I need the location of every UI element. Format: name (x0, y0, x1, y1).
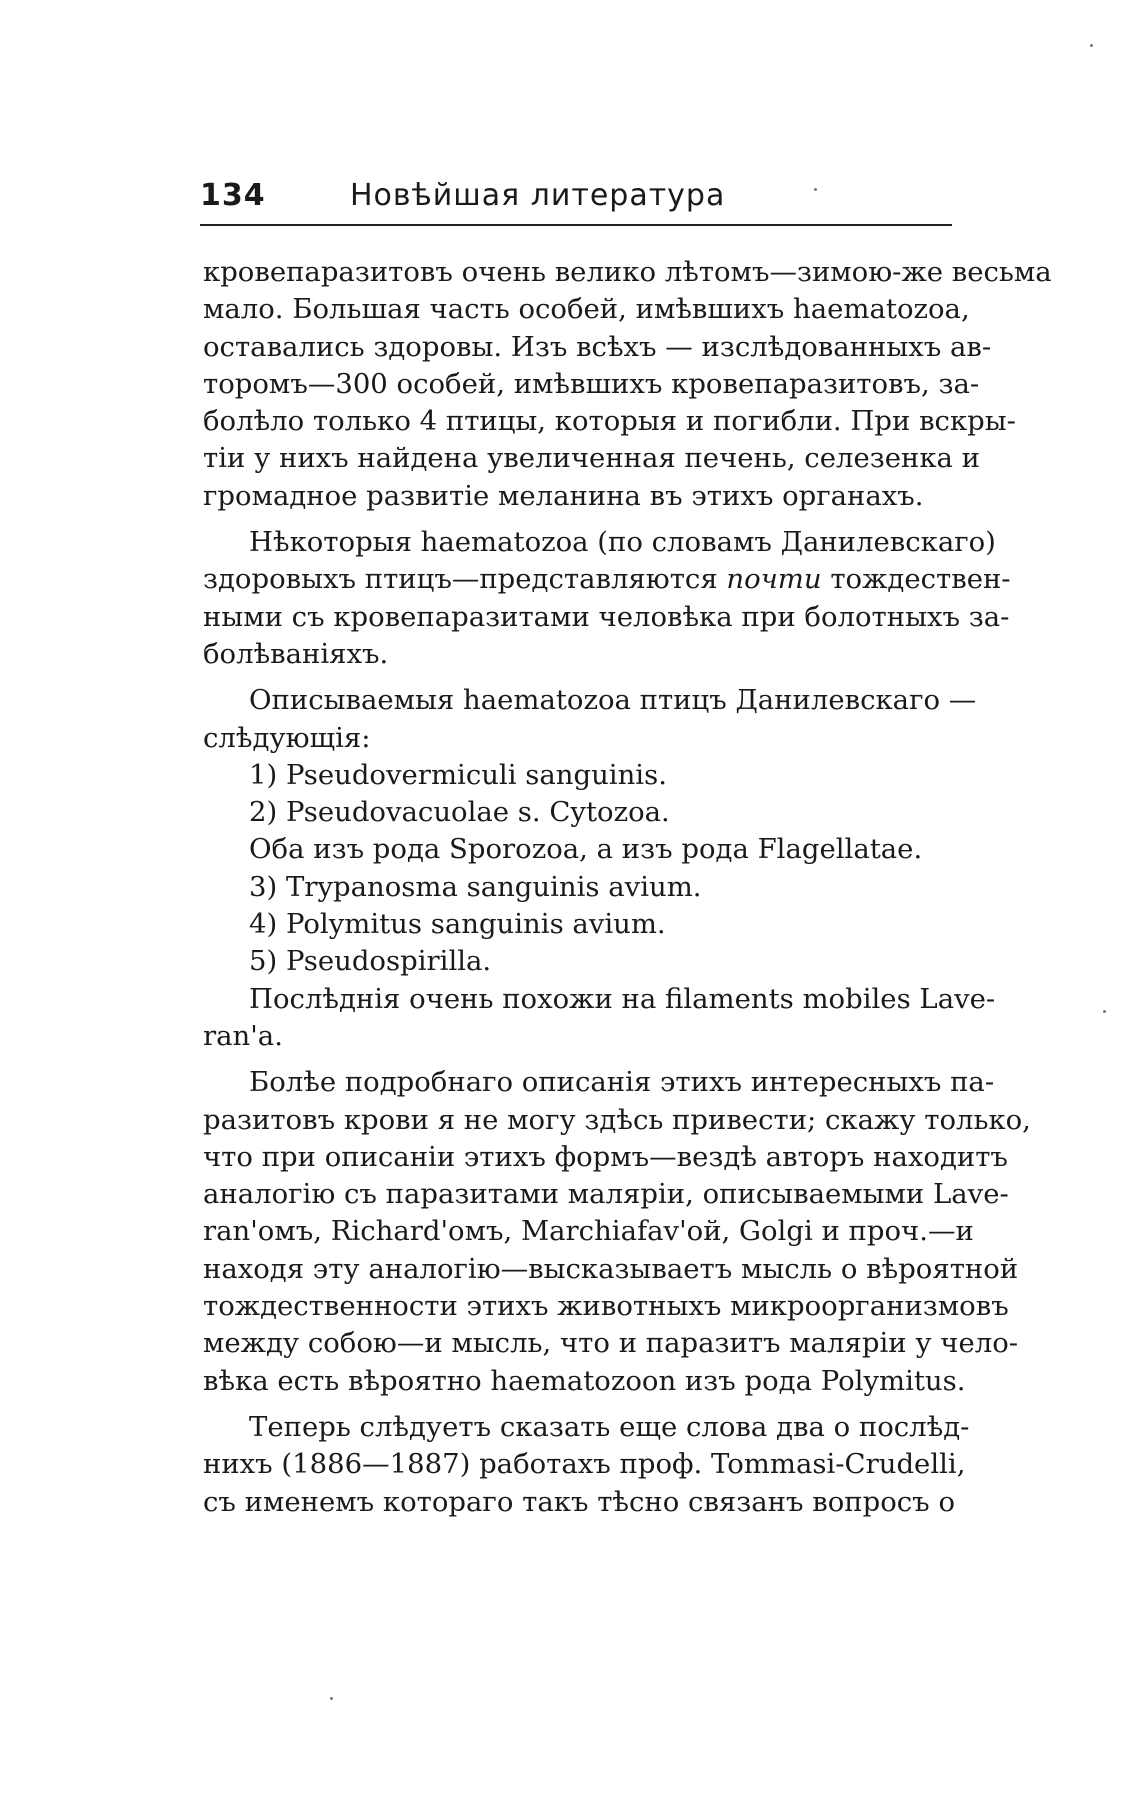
text-line: тіи у нихъ найдена увеличенная печень, селезенка и (203, 442, 980, 475)
text-line: между собою—и мысль, что и паразитъ маляріи у чело- (203, 1327, 1019, 1360)
paragraph-3 (203, 682, 977, 757)
text-line: ными съ кровепаразитами человѣка при болотныхъ за- (203, 600, 1010, 633)
text-line: торомъ—300 особей, имѣвшихъ кровепаразитовъ, за- (203, 367, 980, 400)
list-item: 1) Pseudovermiculi sanguinis. (249, 758, 667, 791)
scan-speck (1103, 1010, 1106, 1013)
paragraph-5 (203, 1409, 970, 1521)
text-line: слѣдующія: (203, 721, 371, 754)
scan-speck (330, 1697, 333, 1700)
species-list (203, 757, 996, 1055)
text-line: что при описаніи этихъ формъ—вездѣ авторъ находитъ (203, 1140, 1008, 1173)
text-line-with-italic (203, 561, 1011, 598)
page-number: 134 (200, 178, 266, 213)
scan-speck (814, 188, 817, 191)
italic-word: почти (726, 563, 822, 596)
text-line: Нѣкоторыя haematozoa (по словамъ Данилевскаго) (249, 526, 996, 559)
paragraph-4 (203, 1064, 1031, 1400)
text-line: ran'a. (203, 1019, 283, 1052)
text-line: болѣло только 4 птицы, которыя и погибли. При вскры- (203, 405, 1016, 438)
text-line: болѣваніяхъ. (203, 637, 389, 670)
text-line: громадное развитіе меланина въ этихъ органахъ. (203, 479, 924, 512)
list-item: 4) Polymitus sanguinis avium. (249, 908, 666, 941)
running-title: Новѣйшая литература (350, 178, 726, 213)
list-item: 2) Pseudovacuolae s. Cytozoa. (249, 796, 670, 829)
text-line: Описываемыя haematozoa птицъ Данилевскаго — (249, 684, 977, 717)
text-line: оставались здоровы. Изъ всѣхъ — изслѣдованныхъ ав- (203, 330, 992, 363)
text-line: Теперь слѣдуетъ сказать еще слова два о послѣд- (249, 1410, 970, 1443)
list-note: Послѣднія очень похожи на filaments mobiles Lave- (249, 982, 996, 1015)
list-item: 3) Trypanosma sanguinis avium. (249, 870, 702, 903)
list-item: 5) Pseudospirilla. (249, 945, 492, 978)
text-line: кровепаразитовъ очень велико лѣтомъ—зимою-же весьма (203, 256, 1052, 288)
text-line: находя эту аналогію—высказываетъ мысль о вѣроятной (203, 1252, 1019, 1285)
paragraph-1 (203, 254, 1052, 515)
page-body (203, 254, 1052, 1521)
text-line: съ именемъ котораго такъ тѣсно связанъ вопросъ о (203, 1485, 955, 1518)
text-line: вѣка есть вѣроятно haematozoon изъ рода Polymitus. (203, 1364, 966, 1397)
text-line: аналогію съ паразитами маляріи, описываемыми Lave- (203, 1178, 1009, 1211)
text-fragment: тождествен- (821, 563, 1011, 596)
text-fragment: здоровыхъ птицъ—представляются (203, 563, 727, 596)
text-line: разитовъ крови я не могу здѣсь привести; скажу только, (203, 1103, 1031, 1136)
page-header (200, 178, 952, 226)
list-note: Оба изъ рода Sporozoa, а изъ рода Flagellatae. (249, 833, 923, 866)
scan-speck (1090, 44, 1093, 47)
text-line: нихъ (1886—1887) работахъ проф. Tommasi-Crudelli, (203, 1448, 966, 1481)
paragraph-2 (203, 524, 1011, 673)
text-line: ran'омъ, Richard'омъ, Marchiafav'ой, Golgi и проч.—и (203, 1215, 974, 1248)
text-line: тождественности этихъ животныхъ микроорганизмовъ (203, 1290, 1009, 1323)
text-line: Болѣе подробнаго описанія этихъ интересныхъ па- (249, 1066, 995, 1099)
text-line: мало. Большая часть особей, имѣвшихъ haematozoa, (203, 293, 970, 326)
